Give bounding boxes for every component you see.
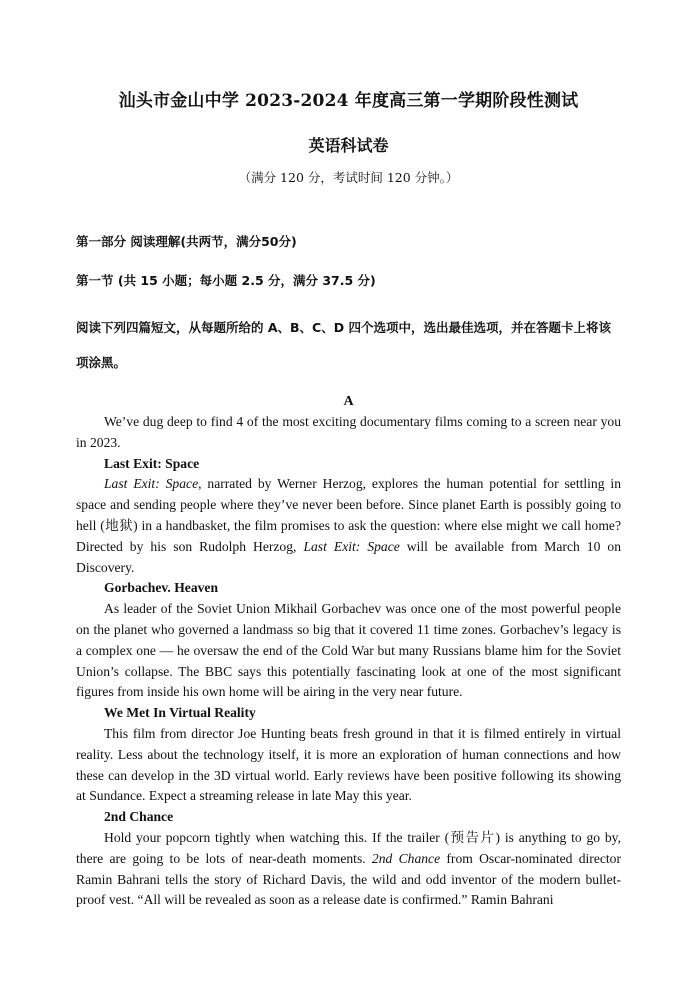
- film-description: As leader of the Soviet Union Mikhail Gorbachev was once one of the most powerful people on the planet who governed a landmass so big that it covered 11 time zones. Gorbachev’s legacy is a complex one — he oversaw the end of the Cold War but many Russians blame him for the Soviet Union’s collapse. The BBC says this potentially fascinating look at one of the most significant figures from inside his own home will be airing in the very near future.: [76, 601, 621, 700]
- film-description: [76, 828, 621, 911]
- film-title-italic: Last Exit: Space: [104, 476, 199, 492]
- film-title: Gorbachev. Heaven: [104, 580, 219, 596]
- film-title-italic: Last Exit: Space: [303, 538, 400, 554]
- film-text: from Oscar-nominated director Ramin Bahrani tells the story of Richard Davis, the wild and odd inventor of the modern bullet-proof vest. “All will be revealed as soon as a release date is confirmed.” Ramin Bahrani: [76, 850, 621, 908]
- exam-note: （满分 120 分，考试时间 120 分钟。）: [238, 170, 459, 185]
- film-description: This film from director Joe Hunting beats fresh ground in that it is filmed entirely in virtual reality. Less about the technology itself, it is more an exploration of human connections and how these can develop in the 3D virtual world. Early reviews have been positive following its showing at Sundance. Expect a streaming release in late May this year.: [76, 725, 621, 804]
- passage-label: A: [343, 394, 354, 409]
- film-title: We Met In Virtual Reality: [104, 705, 256, 721]
- film-text: will be available from March 10 on Discovery.: [76, 538, 621, 575]
- exam-title: 汕头市金山中学 2023-2024 年度高三第一学期阶段性测试: [118, 91, 579, 111]
- exam-subtitle: 英语科试卷: [308, 136, 389, 155]
- part-heading: 第一部分 阅读理解(共两节，满分50分): [76, 234, 297, 249]
- instructions: 阅读下列四篇短文，从每题所给的 A、B、C、D 四个选项中，选出最佳选项，并在答题卡上将该项涂黑。: [76, 320, 611, 370]
- section-heading: 第一节 (共 15 小题；每小题 2.5 分，满分 37.5 分): [76, 273, 376, 288]
- film-text: , narrated by Werner Herzog, explores the human potential for settling in space and sending people where they’ve never been before. Since planet Earth is possibly going to hell (地狱) in a handbasket, the film promises to ask the question: where else might we call home? Directed by his son Rudolph Herzog,: [76, 476, 621, 554]
- film-title-italic: 2nd Chance: [371, 850, 441, 866]
- film-title: 2nd Chance: [104, 809, 174, 825]
- film-text: Hold your popcorn tightly when watching this. If the trailer (预告片) is anything to go by, there are going to be lots of near-death moments.: [76, 829, 621, 866]
- passage-intro: We’ve dug deep to find 4 of the most exciting documentary films coming to a screen near you in 2023.: [76, 414, 621, 450]
- film-description: [76, 474, 621, 578]
- film-title: Last Exit: Space: [104, 455, 200, 471]
